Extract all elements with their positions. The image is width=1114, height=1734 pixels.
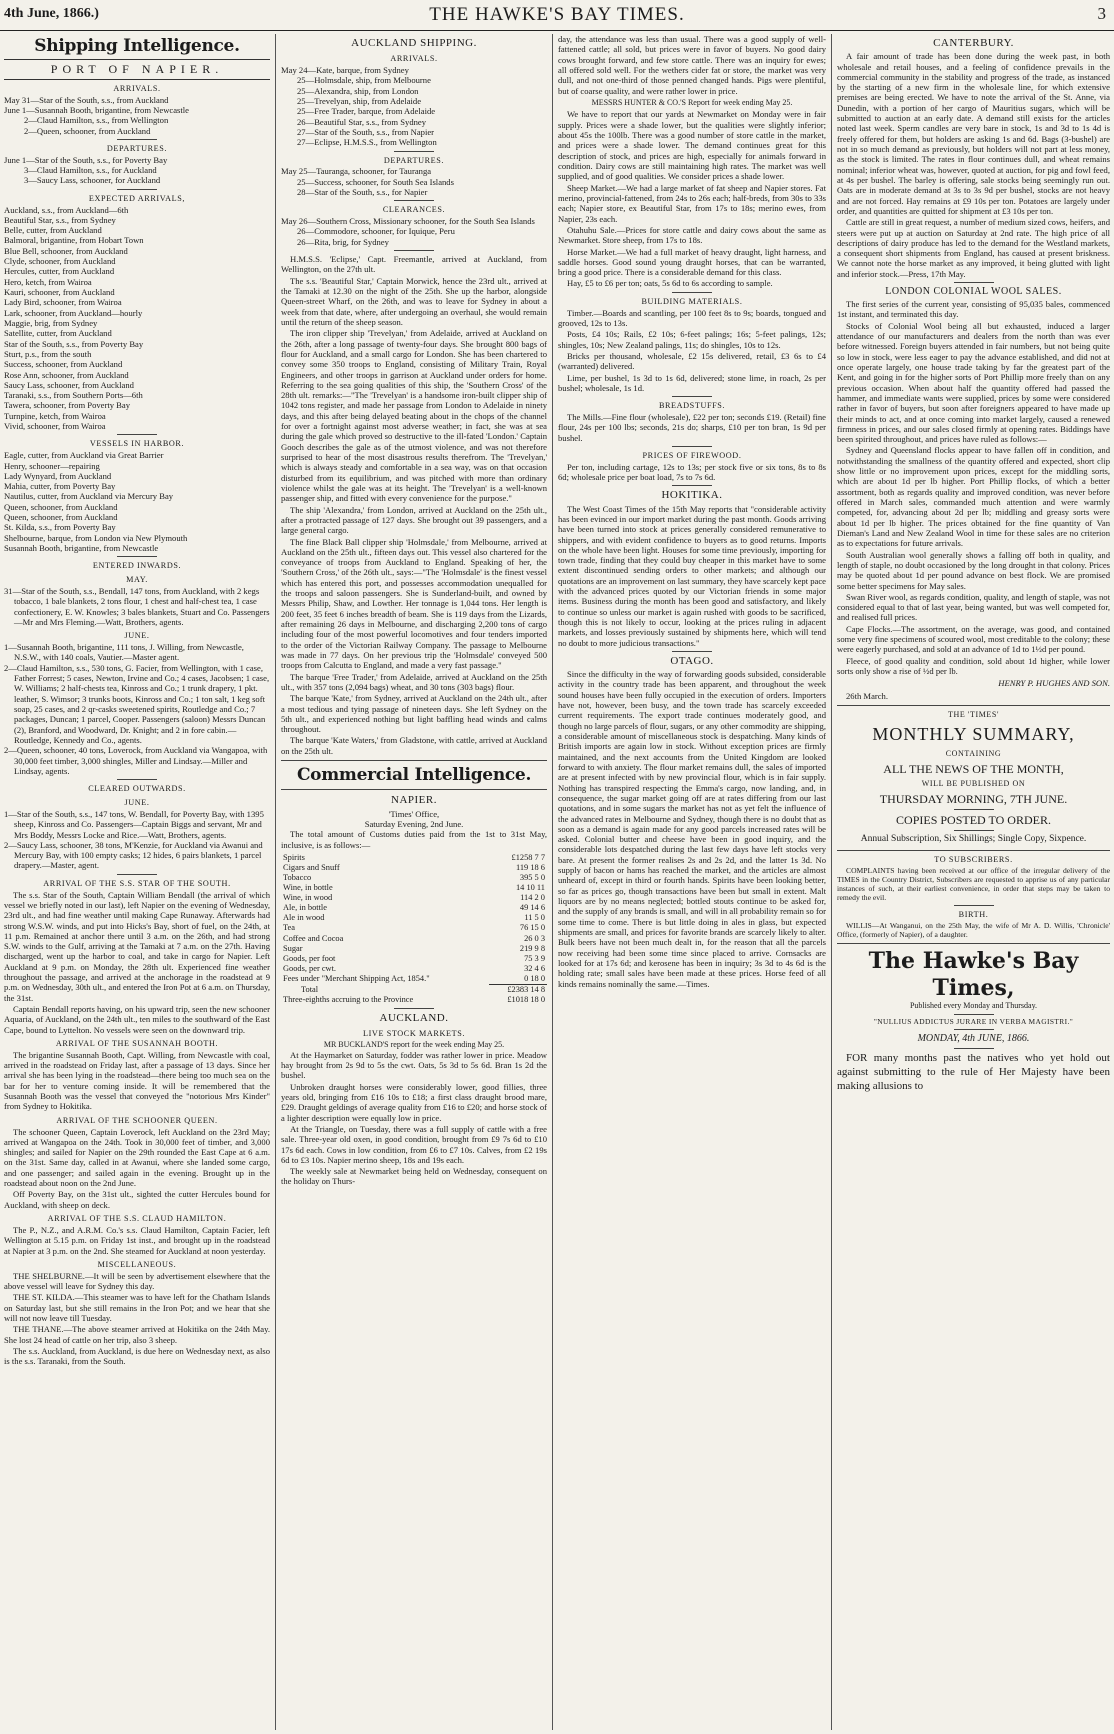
report-subheading: MR BUCKLAND'S report for the week ending May 25. — [323, 1040, 505, 1050]
departures-heading: DEPARTURES. — [383, 155, 445, 165]
article-paragraph: The brigantine Susannah Booth, Capt. Willing, from Newcastle with coal, arrived in the roadstead on Friday last, after a passage of 13 days. Since her arrival she has been lying in the roadstead—there being too much sea on the bar for her to venture coming inside. It will be remembered that the Susannah Booth was the vessel that conveyed the "notorious Mrs Kinder" from Sydney to Hokitika. — [4, 1049, 270, 1112]
list-item: Blue Bell, schooner, from Auckland — [4, 245, 128, 256]
list-item: 2—Queen, schooner, 40 tons, Loverock, from Auckland via Wangapoa, with 30,000 feet timber, 3,000 shingles, Miller and Lindsay.—Miller and Lindsay, agents. — [4, 745, 268, 776]
column-divider — [831, 34, 832, 1730]
clearances-heading: CLEARANCES. — [382, 205, 446, 215]
list-item: June 1—Star of the South, s.s., for Poverty Bay — [4, 154, 168, 165]
article-paragraph: Lime, per bushel, 1s 3d to 1s 6d, delivered; stone lime, in roach, 2s per bushel; wholesale, 1s 1d. — [558, 372, 826, 393]
list-item: 25—Alexandra, ship, from London — [297, 85, 419, 96]
divider — [837, 705, 1110, 706]
list-item: 26—Commodore, schooner, for Iquique, Peru — [297, 226, 455, 237]
duty-item: Goods, per cwt. — [283, 963, 337, 973]
list-item: Auckland, s.s., from Auckland—6th — [4, 204, 129, 215]
otago-heading: OTAGO. — [670, 654, 714, 667]
list-item: 2—Claud Hamilton, s.s., 530 tons, G. Facier, from Wellington, with 1 case, Father Forrest; 5 cases, Newton, Irvine and Co.; 4 cases, Jacobsen; 1 case, W. Williams; 2 half-chests tea, Kinross and Co.; 1 trunk drapery, 1 pkt. leather, S. Wimsor; 3 trunks boots, Kinross and Co.; 1 ton salt, 1 keg soft soap, 25 cases, and 2 qr-casks sweetened spirits, Routledge and Co.; 7 packages, Duncan; 1 parcel, Cooper. Passengers (saloon) Messrs Duncan (2), Branford, and Woodward, Dr. Knight; and 2 in fore cabin.—Routledge, Kennedy and Co., agents. — [4, 662, 270, 745]
divider — [954, 1029, 994, 1030]
article-paragraph: The schooner Queen, Captain Loverock, left Auckland on the 23rd May; arrived at Wangapoa on the 24th. Took in 30,000 feet of timber, and 3,000 shingles; and sailed for Napier on the 29th rounded the East Cape at 6 a.m. on the 31st. Same day, called in at Awanui, where she landed some cargo, and one passenger; and sailed again in the evening. Brought up in the roadstead about noon on the 2nd June. — [4, 1126, 270, 1189]
vessels-list — [4, 450, 270, 553]
article-paragraph: day, the attendance was less than usual. There was a good supply of well-fattened cattle; all sold, but prices were in favor of buyers. No good dairy cows brought forward, and few store cattle. There was an inquiry for ewes; all offered sold well. For the wethers cider fat or store, the market was very dull, and not one-third of those penned changed hands. Pigs were plentiful, but of coarse quality, and were rather lower in price. — [558, 34, 826, 96]
list-item: May 31—Star of the South, s.s., from Auckland — [4, 94, 169, 105]
article-paragraph: The barque 'Free Trader,' from Adelaide, arrived at Auckland on the 25th ult., with 357 tons (2,094 bags) wheat, and 30 tons (303 bags) flour. — [281, 671, 547, 692]
section-heading-commercial: Commercial Intelligence. — [296, 765, 532, 786]
list-item: Eagle, cutter, from Auckland via Great Barrier — [4, 450, 164, 461]
breadstuffs-heading: BREADSTUFFS. — [658, 401, 726, 411]
article-paragraph: Fleece, of good quality and condition, sold about 1d higher, while lower sorts only show a rise of ½d per lb. — [837, 655, 1110, 676]
arrivals-heading: ARRIVALS. — [390, 54, 438, 64]
expected-arrivals-heading: EXPECTED ARRIVALS, — [88, 193, 186, 203]
divider — [954, 1014, 994, 1015]
list-item: 3—Claud Hamilton, s.s., for Auckland — [24, 165, 157, 176]
list-item: 27—Eclipse, H.M.S.S., from Wellington — [297, 137, 437, 148]
duty-item: Wine, in bottle — [283, 883, 333, 893]
list-item: Queen, schooner, from Auckland — [4, 512, 118, 523]
list-item: 2—Claud Hamilton, s.s., from Wellington — [24, 115, 169, 126]
monthly-summary-advert — [837, 710, 1110, 846]
table-row — [281, 995, 547, 1005]
list-item: Lady Wynyard, from Auckland — [4, 470, 112, 481]
list-item: June 1—Susannah Booth, brigantine, from Newcastle — [4, 104, 189, 115]
article-paragraph: The ship 'Alexandra,' from London, arrived at Auckland on the 25th ult., after a protracted passage of 127 days. She brought out 39 passengers, and a large general cargo. — [281, 504, 547, 536]
article-heading: MISCELLANEOUS. — [97, 1259, 177, 1269]
firewood-heading: PRICES OF FIREWOOD. — [642, 450, 742, 460]
issue-date-header: 4th June, 1866.) — [4, 6, 99, 21]
list-item: 25—Holmsdale, ship, from Melbourne — [297, 75, 431, 86]
divider — [394, 1008, 434, 1009]
duty-amount: 114 2 0 — [520, 893, 545, 903]
page-number: 3 — [1097, 4, 1106, 23]
advert-line: WILL BE PUBLISHED ON — [921, 779, 1026, 789]
total-label: Total — [301, 984, 319, 994]
divider — [954, 809, 994, 810]
issue-date: MONDAY, 4th JUNE, 1866. — [917, 1033, 1030, 1045]
article-paragraph: The West Coast Times of the 15th May reports that "considerable activity has been evinced in our import market during the past month. Goods arriving have been turned into stock at prices generally considered remunerative to shippers, and with evident confidence to buyers as to good returns. Imports on the whole have been light. Houses for some time previously, importing for town trade, finding that they could buy cheaper in this market have to some extent discontinued sending orders to other markets; and although our quotations are an improvement on last summary, they have scarcely kept pace with the advanced prices quoted by our Victorian friends in some major items. Business during the month has been good and satisfactory, and likely to continue so unless our market is again rushed with goods to be sacrificed, though this is not likely to occur, looking at the prices ruling in adjacent markets, and losses previously sustained by shipments here, which will tend no doubt to more judicious transactions." — [558, 503, 826, 648]
auckland-arrivals-list — [281, 65, 547, 148]
table-row — [281, 903, 547, 913]
article-heading: ARRIVAL OF THE SCHOONER QUEEN. — [56, 1115, 218, 1125]
list-item: 3—Saucy Lass, schooner, for Auckland — [24, 175, 161, 186]
leader-paragraph: FOR many months past the natives who yet hold out against submitting to the rule of Her Majesty have been making allusions to — [837, 1052, 1110, 1092]
list-item: 27—Star of the South, s.s., from Napier — [297, 126, 435, 137]
list-item: Queen, schooner, from Auckland — [4, 501, 118, 512]
customs-duties-table — [281, 853, 547, 1005]
article-paragraph: The weekly sale at Newmarket being held on Wednesday, consequent on the holiday on Thurs- — [281, 1166, 547, 1187]
table-row — [281, 954, 547, 964]
article-heading: ARRIVAL OF THE S.S. CLAUD HAMILTON. — [47, 1214, 227, 1224]
article-paragraph: Off Poverty Bay, on the 31st ult., sighted the cutter Hercules bound for Auckland, with sheep on deck. — [4, 1189, 270, 1210]
table-row — [281, 863, 547, 873]
list-item: Shelbourne, barque, from London via New Plymouth — [4, 532, 188, 543]
list-item: Vivid, schooner, from Wairoa — [4, 421, 106, 432]
publication-frequency: Published every Monday and Thursday. — [909, 1001, 1038, 1010]
advert-line: COPIES POSTED TO ORDER. — [896, 813, 1051, 828]
divider — [954, 1048, 994, 1049]
advert-line: THE 'TIMES' — [947, 709, 1000, 719]
list-item: Belle, cutter, from Auckland — [4, 225, 102, 236]
article-paragraph: Sheep Market.—We had a large market of fat sheep and Napier stores. Fat merino, provincial-fattened, from 24s to 26s each; half-breds, from 30s to 33s each; Napier store, ex Beautiful Star, from 17s to 18s; merino ewes, from Napier, 23s each. — [558, 182, 826, 224]
article-paragraph: The s.s. Auckland, from Auckland, is due here on Wednesday next, as also is the s.s. Taranaki, from the South. — [4, 1345, 270, 1367]
divider — [672, 446, 712, 447]
table-row — [281, 974, 547, 985]
column-1 — [4, 34, 270, 1730]
duty-amount: 219 9 8 — [519, 943, 545, 953]
list-item: St. Kilda, s.s., from Poverty Bay — [4, 522, 116, 533]
divider — [954, 282, 994, 283]
article-paragraph: Swan River wool, as regards condition, quality, and length of staple, was not considered equal to that of last year, being wanted, but was well competed for, and realised full prices. — [837, 591, 1110, 623]
table-row — [281, 944, 547, 954]
newspaper-title: THE HAWKE'S BAY TIMES. — [429, 4, 685, 25]
notice-paragraph: WILLIS—At Wanganui, on the 25th May, the wife of Mr A. D. Willis, 'Chronicle' Office, (formerly of Napier), of a daughter. — [837, 921, 1110, 940]
article-paragraph: Cape Flocks.—The assortment, on the average, was good, and contained some very fine specimens of scoured wool, most creditable to the colony; these were eagerly purchased, and sold at an advance of 1d to 1½d per pound. — [837, 623, 1110, 655]
article-paragraph: At the Haymarket on Saturday, fodder was rather lower in price. Meadow hay brought from 2s 9d to 5s the cwt. Oats, 5s 3d to 5s 6d. Bran 1s 2d the bushel. — [281, 1049, 547, 1081]
entered-list-june — [4, 642, 270, 776]
divider — [837, 850, 1110, 851]
article-paragraph: THE ST. KILDA.—This steamer was to have left for the Chatham Islands on Saturday last, but she still remains in the Iron Pot; and we hear that she will not now leave till Tuesday. — [4, 1292, 270, 1323]
article-paragraph: Since the difficulty in the way of forwarding goods subsided, considerable activity in the country trade has been apparent, and throughout the week sound houses have been fully occupied in the execution of orders. Importers have not, however, been busy, and the town trade has scarcely exceeded current requirements. The export trade continues moderately good, and though no large parcels of flour, sugars, or any other commodity are shipping, a considerable amount of miscellaneous stock is despatching. Many kinds of British imports are again low in stock. Without exception prices are firmly maintained, and the next accounts from the United Kingdom are looked forward to with anxiety. The flour market remains dull, the sales of imported are at present infected with by new provincial flour, which is in fair supply. Nothing has transpired respecting the Emma's cargo, now landing, and, in consequence, the sugar market going off are at rates differing from our last quotations, and in some sugars the market has not as yet felt the influence of the advanced rates in Melbourne and Sydney, though there is no doubt that as soon as a demand is again made for any good parcels increased rates will be asked. Colonial butter and cheese have been in good inquiry, and the considerable lots despatched during the last few days have left stocks very bare. At present the former realises 2s and 2s 2d, and the latter 1s 3d. No supply of bacon or hams has reached the market, and the articles are almost unheard of, except in third or fourth hands. Spirits have been looking better, so far as prices go, though transactions have been but small in extent. Malt liquors are by no means neglected; bottled stouts continue to be asked for, and the supply of any brands is small, and will in all probability remain so for some time to come. There is but little doing in ales in glass, but expected shipments are small, and prices for favorite brands are scarcely likely to alter. Bulk beers have not been much dealt in, for the reason that all the parcels now receiving had been some time since placed to arrive. Cornsacks are looked for at 17s 6d; and kerosene has been in inquiry; 3s 3d to 4s 6d is the holding rate; small sales have been made at these prices. Horse feed of all kinds remains nominally the same.—Times. — [558, 669, 826, 989]
divider — [954, 905, 994, 906]
article-paragraph: We have to report that our yards at Newmarket on Monday were in fair supply. Prices were a shade lower, but the qualities were slightly inferior; about 45s the 100lb. There was a good number of store cattle in the market, and prices were a shade lower. The demand continues great for this description of stock, and prices are high, especially for animals forward in condition. Dairy cows are still maintaining high rates. The market was well supplied, and of good qualities. We consider prices a shade lower. — [558, 109, 826, 182]
article-heading: ARRIVAL OF THE SUSANNAH BOOTH. — [55, 1038, 219, 1048]
divider — [117, 556, 157, 557]
column-4 — [837, 34, 1110, 1730]
list-item: 1—Star of the South, s.s., 147 tons, W. Bendall, for Poverty Bay, with 1395 sheep, Kinross and Co. Passengers—Captain Biggs and servant, Mr and Mrs Boddy, Messrs Locke and Rice.—Watt, Brothers, agents. — [4, 808, 264, 840]
duty-amount: 0 18 0 — [524, 973, 545, 983]
list-item: Star of the South, s.s., from Poverty Bay — [4, 338, 144, 349]
list-item: Maggie, brig, from Sydney — [4, 317, 98, 328]
article-paragraph: THE SHELBURNE.—It will be seen by advertisement elsewhere that the above vessel will leave for Sydney this day. — [4, 1270, 270, 1291]
month-label: JUNE. — [124, 798, 150, 808]
list-item: Lark, schooner, from Auckland—hourly — [4, 307, 143, 318]
divider — [117, 189, 157, 190]
cleared-list — [4, 809, 270, 871]
canterbury-heading: CANTERBURY. — [933, 37, 1014, 49]
list-item: Balmoral, brigantine, from Hobart Town — [4, 235, 144, 246]
building-materials-heading: BUILDING MATERIALS. — [641, 296, 743, 306]
list-item: Henry, schooner—repairing — [4, 460, 100, 471]
duty-amount: 49 14 6 — [519, 903, 545, 913]
cleared-outwards-heading: CLEARED OUTWARDS. — [88, 784, 186, 794]
divider — [117, 779, 157, 780]
duty-item: Coffee and Cocoa — [283, 933, 344, 943]
divider — [394, 200, 434, 201]
list-item: Tawera, schooner, from Poverty Bay — [4, 400, 131, 411]
article-paragraph: THE THANE.—The above steamer arrived at Hokitika on the 24th May. She lost 24 head of cattle on her trip, also 3 sheep. — [4, 1324, 270, 1345]
article-paragraph: Unbroken draught horses were considerably lower, good fillies, three years old, bringing from £16 10s to £18; a first class draught brood mare, £29. Draught geldings of average quality from £16 to £20; and horse stock of a lighter description were equally low in price. — [281, 1081, 547, 1123]
divider — [672, 292, 712, 293]
signature: HENRY P. HUGHES AND SON. — [998, 678, 1110, 689]
paper-nameplate: The Hawke's Bay Times, — [868, 948, 1079, 1001]
column-2 — [281, 34, 547, 1730]
total-amount: £2383 14 8 — [489, 984, 547, 995]
entered-inwards-heading: ENTERED INWARDS. — [92, 561, 182, 571]
auckland-departures-list — [281, 166, 547, 197]
article-paragraph: Bricks per thousand, wholesale, £2 15s delivered, retail, £3 6s to £4 (warranted) delivered. — [558, 350, 826, 372]
notice-paragraph: COMPLAINTS having been received at our office of the irregular delivery of the TIMES in the Country District, Subscribers are requested to apprise us of any particular instances of such, at their earliest convenience, in order that steps may be taken to remedy the evil. — [837, 865, 1110, 903]
duty-amount: 75 3 9 — [524, 953, 545, 963]
month-label: JUNE. — [124, 631, 150, 641]
entered-list-may — [4, 586, 270, 627]
duty-amount: £1258 7 7 — [511, 852, 545, 862]
article-paragraph: At the Triangle, on Tuesday, there was a full supply of cattle with a free sale. Three-year old oxen, in good condition, brought from £9 7s 6d to £10 17s 6d each. Cows in low condition, from £6 to £7 10s. Calves, from £2 19s 6d to £3 10s. Napier merino sheep, 18s and 19s each. — [281, 1123, 547, 1165]
napier-heading: NAPIER. — [391, 794, 437, 807]
column-3 — [558, 34, 826, 1730]
table-row — [281, 883, 547, 893]
arrivals-heading: ARRIVALS. — [113, 83, 161, 93]
divider — [117, 874, 157, 875]
article-paragraph: Otahuhu Sale.—Prices for store cattle and dairy cows about the same as Newmarket. Store sheep, from 17s to 18s. — [558, 224, 826, 246]
vessels-heading: VESSELS IN HARBOR. — [89, 439, 185, 449]
list-item: 25—Success, schooner, for South Sea Islands — [297, 176, 454, 187]
departures-heading: DEPARTURES. — [106, 143, 168, 153]
list-item: Taranaki, s.s., from Southern Ports—6th — [4, 390, 143, 401]
duty-item: Tobacco — [283, 873, 312, 883]
column-divider — [275, 34, 276, 1730]
list-item: Turnpine, ketch, from Wairoa — [4, 410, 106, 421]
motto: "NULLIUS ADDICTUS JURARE IN VERBA MAGISTRI." — [873, 1016, 1074, 1026]
list-item: May 24—Kate, barque, from Sydney — [281, 65, 409, 76]
article-paragraph: The fine Black Ball clipper ship 'Holmsdale,' from Melbourne, arrived at Auckland on the 25th ult., fifteen days out. This vessel also chartered for the conveyance of troops from Auckland to England. Speaking of her, the 'Southern Cross,' of the 26th ult., says:—"The 'Holmsdale' is the finest vessel which has entered this port, and possesses accommodation unequalled for the troops and saloon passengers. She is Sunderland-built, and owned by Messrs Philip, Shaw, and Lowther. Her tonnage is 1,044 tons. Her length is 200 feet, 35 feet 6 inches breadth of beam. She is 119 days from the Lizards, after remaining 26 days in Melbourne, and discharging 2,200 tons of cargo including four of the most powerful locomotives and four tenders imported to the order of the Victorian Railway Company. The passage to Melbourne was made in 77 days. On her previous trip the 'Holmsdale' conveyed 500 troops from Calcutta to England, and made a very fast passage." — [281, 536, 547, 671]
divider — [672, 396, 712, 397]
article-paragraph: The s.s. Star of the South, Captain William Bendall (the arrival of which vessel we briefly noted in our last), left Napier on the evening of Wednesday, 23rd ult., and had fine weather until making Cape Runaway. Afterwards had strong W.S.W. winds, and put into Hicks's Bay, short of fuel, on the 24th, at 11 p.m. Remained at anchor there until 3 a.m. on the 26th, and had strong S.W. winds to the Gulf, arriving at the Tamaki at 7 a.m. on the 27th. Having discharged, went up the harbor to coal, and take in cargo for Napier. Left Auckland at 9 p.m. on Monday, the 28th ult. Experienced fine weather throughout the passage, and arrived at the anchorage in the roadstead at 9 p.m. on Wednesday, 30th ult., and entered the Iron Pot at 6 a.m. on Thursday, the 31st. — [4, 889, 270, 1003]
list-item: 25—Trevelyan, ship, from Adelaide — [297, 95, 422, 106]
subscribers-heading: TO SUBSCRIBERS. — [934, 854, 1013, 864]
list-item: Sturt, p.s., from the south — [4, 348, 92, 359]
article-paragraph: H.M.S.S. 'Eclipse,' Capt. Freemantle, arrived at Auckland, from Wellington, on the 27th ult. — [281, 254, 547, 275]
list-item: 26—Beautiful Star, s.s., from Sydney — [297, 116, 427, 127]
month-label: MAY. — [126, 575, 148, 585]
divider — [117, 434, 157, 435]
table-row — [281, 893, 547, 903]
article-paragraph: Posts, £4 10s; Rails, £2 10s; 6-feet palings; 16s; 5-feet palings, 12s; shingles, 10s; New Zealand palings, 11s; do shingles, 10s to 12s. — [558, 329, 826, 350]
list-item: Clyde, schooner, from Auckland — [4, 256, 116, 267]
livestock-heading: LIVE STOCK MARKETS. — [363, 1029, 465, 1039]
list-item: 31—Star of the South, s.s., Bendall, 147 tons, from Auckland, with 2 kegs tobacco, 1 bale blankets, 2 tons flour, 1 chest and half-chest tea, 1 case confectionery, E. W. Knowles; 3 bales blankets, Stuart and Co. Passengers—Mr and Mrs Fleming.—Watt, Brothers, agents. — [4, 586, 270, 627]
duty-amount: 119 18 6 — [515, 863, 545, 872]
list-item: Success, schooner, from Auckland — [4, 359, 123, 370]
duty-item: Spirits — [283, 852, 305, 862]
advert-title: MONTHLY SUMMARY, — [872, 723, 1075, 744]
list-item: 1—Susannah Booth, brigantine, 111 tons, J. Willing, from Newcastle, N.S.W., with 140 coals, Vautier.—Master agent. — [4, 642, 244, 663]
article-paragraph: The iron clipper ship 'Trevelyan,' from Adelaide, arrived at Auckland on the 26th, after a long passage of twenty-four days. She brought 800 bags of flour for Auckland, and a small cargo for London. She has been chartered to convey some 350 troops to England, consisting of Military Train, Royal Engineers, and other troops in garrison at Auckland under orders for home. Referring to the sea going qualities of this ship, the 'Southern Cross' of the 28th ult. remarks:—"The 'Trevelyan' is a handsome iron-built clipper ship of 1042 tons register, and made her passage from London to Adelaide in ninety days, and this after being delayed beating about in the chops of the channel for over a fortnight against most adverse weather; in fact, she was at sea during the gale which proved so destructive to the ill-fated 'London.' Captain Gooch describes the gale as of the utmost violence, and was not therefore surprised to hear of the most disastrous results therefrom. The 'Trevelyan,' which is always steady and comfortable in a sea way, was on that occasion disturbed from its equilibrium, and was pitched with more than ordinary violence whilst the gale was at its height. The 'Trevelyan' is a well-known passenger ship, and fitted with every convenience for the purpose." — [281, 328, 547, 504]
divider — [281, 789, 547, 790]
list-item: Hercules, cutter, from Auckland — [4, 266, 115, 277]
auckland-shipping-heading: AUCKLAND SHIPPING. — [351, 37, 477, 49]
article-paragraph: The total amount of Customs duties paid from the 1st to 31st May, inclusive, is as follows:— — [281, 829, 547, 850]
list-item: 28—Star of the South, s.s., for Napier — [297, 187, 428, 197]
list-item: Satellite, cutter, from Auckland — [4, 328, 112, 339]
duty-amount: 395 5 0 — [519, 873, 545, 883]
divider — [394, 151, 434, 152]
birth-heading: BIRTH. — [958, 910, 989, 920]
list-item: Hero, ketch, from Wairoa — [4, 276, 92, 287]
duty-item: Goods, per foot — [283, 953, 336, 963]
duty-item: Cigars and Snuff — [283, 863, 340, 872]
duty-item: Fees under "Merchant Shipping Act, 1854." — [283, 974, 430, 984]
article-paragraph: Per ton, including cartage, 12s to 13s; per stock five or six tons, 8s to 8s 6d; wholesale price per boat load, 7s to 7s 6d. — [558, 461, 826, 483]
advert-line: ALL THE NEWS OF THE MONTH, — [883, 761, 1064, 776]
list-item: 2—Saucy Lass, schooner, 38 tons, M'Kenzie, for Auckland via Awanui and Mercury Bay, with 100 empty casks; 12 hides, 6 pairs blankets, 1 parcel drapery.—Master, agent. — [4, 839, 263, 871]
article-paragraph: The Mills.—Fine flour (wholesale), £22 per ton; seconds £19. (Retail) fine flour, 24s per 100 lbs; seconds, 21s do; sharps, £10 per ton bran, 1s 9d per bushel. — [558, 411, 826, 443]
divider — [837, 943, 1110, 944]
duty-item: Tea — [283, 923, 295, 933]
hokitika-heading: HOKITIKA. — [661, 489, 723, 502]
wool-sales-heading: LONDON COLONIAL WOOL SALES. — [885, 286, 1062, 298]
port-banner: PORT OF NAPIER. — [4, 59, 270, 79]
duty-item: Sugar — [283, 943, 303, 953]
advert-line: CONTAINING — [945, 749, 1002, 759]
article-paragraph: Cattle are still in great request, a number of medium sized cows, heifers, and steers were put up at auction on Saturday at 2nd rate. The high price of all descriptions of dairy produce has led to the demand for the Westland markets, a consequent short shipments from England, has caused at present briskness. We cannot note the horse market as any improved, it being glutted with light and inferior stock.—Press, 17th May. — [837, 217, 1110, 279]
table-row — [281, 853, 547, 863]
auckland-heading: AUCKLAND. — [379, 1012, 449, 1025]
duty-amount: 11 5 0 — [524, 913, 545, 923]
list-item: 26—Rita, brig, for Sydney — [297, 236, 389, 247]
departures-list — [4, 155, 270, 186]
dateline: 26th March. — [846, 690, 889, 701]
report-subheading: MESSRS HUNTER & CO.'S Report for week ending May 25. — [591, 97, 793, 107]
divider — [117, 139, 157, 140]
three-eighths-label: Three-eighths accruing to the Province — [283, 995, 414, 1005]
article-paragraph: Sydney and Queensland flocks appear to have fallen off in condition, and notwithstanding the smallness of the quantity offered and expected, short clip show little or no improvement upon prices, except for the middling sorts, which are about 1d per lb higher. Port Phillip flocks, of which a better assortment, both as regards quality and improved condition, was never before offered in March sales, commanded much attention and were warmly competed, for, advancing about 2d per lb; middling and greasy sorts were about 1d per lb higher. The prices obtained for the fine quantity of Van Dieman's Land and New Zealand Wool in time for these sales are no criterion as to expectations for future arrivals. — [837, 445, 1110, 549]
table-row — [281, 923, 547, 933]
duty-amount: 26 0 3 — [524, 933, 545, 943]
list-item: May 26—Southern Cross, Missionary schooner, for the South Sea Islands — [281, 216, 535, 227]
article-paragraph: The first series of the current year, consisting of 95,035 bales, commenced 1st instant, and terminated this day. — [837, 299, 1110, 320]
auckland-clearances-list — [281, 216, 547, 247]
duty-item: Ale, in bottle — [283, 903, 327, 913]
three-eighths-amount: £1018 18 0 — [507, 995, 545, 1005]
article-heading: ARRIVAL OF THE S.S. STAR OF THE SOUTH. — [43, 878, 231, 888]
list-item: 25—Free Trader, barque, from Adelaide — [297, 106, 436, 117]
advert-line: Annual Subscription, Six Shillings; Single Copy, Sixpence. — [860, 834, 1087, 845]
article-paragraph: The barque 'Kate Waters,' from Gladstone, with cattle, arrived at Auckland on the 25th ult. — [281, 735, 547, 756]
masthead — [0, 0, 1114, 31]
article-paragraph: Captain Bendall reports having, on his upward trip, seen the new schooner Aquaria, of Auckland, on the 24th ult., ten miles to the southward of the East Cape, bound to Lyttelton. No vessels were seen on the downward trip. — [4, 1004, 270, 1035]
divider — [672, 651, 712, 652]
list-item: Kauri, schooner, from Auckland — [4, 287, 115, 297]
duty-amount: 76 15 0 — [519, 923, 545, 933]
article-paragraph: The P., N.Z., and A.R.M. Co.'s s.s. Claud Hamilton, Captain Facier, left Wellington at 5.15 p.m. on Friday 1st inst., and brought up in the roadstead at Napier at 3 p.m. on the 2nd. She steamed for Auckland at noon yesterday. — [4, 1224, 270, 1256]
table-row — [281, 984, 547, 995]
duty-item: Wine, in wood — [283, 893, 333, 903]
table-row — [281, 873, 547, 883]
list-item: Rose Ann, schooner, from Auckland — [4, 369, 129, 380]
article-paragraph: Hay, £5 to £6 per ton; oats, 5s 6d to 6s according to sample. — [567, 278, 773, 289]
article-paragraph: The barque 'Kate,' from Sydney, arrived at Auckland on the 24th ult., after a most tedious and tying passage of nineteen days. She left Sydney on the 5th ult., and experienced nothing but light baffling head winds and calms throughout. — [281, 693, 547, 735]
duty-amount: 32 4 6 — [524, 963, 545, 973]
article-paragraph: Horse Market.—We had a full market of heavy draught, light harness, and saddle horses. Good sound young draught horses, that can be warranted, bring a good price. There is a considerable demand for this class. — [558, 246, 826, 278]
table-row — [281, 964, 547, 974]
divider — [281, 760, 547, 761]
divider — [394, 250, 434, 251]
list-item: Nautilus, cutter, from Auckland via Mercury Bay — [4, 491, 174, 502]
table-row — [281, 913, 547, 923]
article-paragraph: South Australian wool generally shows a falling off both in quality, and length of staple, no doubt occasioned by the long drought in that colony. Prices may be quoted about 1d per pound advance on best flock. We are promised some better specimens for May sales. — [837, 549, 1110, 591]
duty-amount: 14 10 11 — [515, 883, 545, 893]
duty-item: Ale in wood — [283, 913, 325, 923]
list-item: Saucy Lass, schooner, from Auckland — [4, 379, 134, 390]
list-item: Mahia, cutter, from Poverty Bay — [4, 481, 116, 492]
expected-arrivals-list — [4, 205, 270, 432]
article-paragraph: The s.s. 'Beautiful Star,' Captain Morwick, hence the 23rd ult., arrived at the Tamaki at 12.30 on the night of the 25th. She up the harbor, alongside Queen-street Wharf, on the 26th, and was to leave for Sydney in about a week from that date, where, after undergoing an overhaul, she would remain until the return of the sheep season. — [281, 275, 547, 327]
divider — [954, 830, 994, 831]
list-item: 2—Queen, schooner, from Auckland — [24, 125, 151, 136]
table-row — [281, 934, 547, 944]
advert-line: THURSDAY MORNING, 7TH JUNE. — [879, 791, 1068, 806]
divider — [672, 485, 712, 486]
list-item: Susannah Booth, brigantine, from Newcastle — [4, 543, 159, 554]
article-paragraph: Timber.—Boards and scantling, per 100 feet 8s to 9s; boards, tongued and grooved, 12s to 13s. — [558, 307, 826, 328]
list-item: Beautiful Star, s.s., from Sydney — [4, 214, 116, 225]
article-paragraph: Stocks of Colonial Wool being all but exhausted, induced a larger attendance of our manufacturers and dealers from the north than was ever before witnessed. Foreign buyers attended in fair numbers, but not being quite so low in stock, were less eager to pay the advance established, and did not at once operate largely, one house trade taking by far the greatest part of the Kent, and going in for the higher sorts of Port Phillip more freely than on any previous occasion. When about half the quantity offered had passed the hammer, and immediate wants were supplied, prices by some were considered rather in favor of buyers, but soon after foreigners appeared to have made up their minds to act, and at once coming into market largely, caused a renewed firmness in prices, and our sales closed firmly at opening rates. Biddings have been spirited throughout, and prices have ruled as follows:— — [837, 320, 1110, 445]
article-paragraph: A fair amount of trade has been done during the week past, in both wholesale and retail houses, and a feeling of confidence prevails in the commercial community in the stability and progress of the trade, as instanced by the starting of a new firm in the wholesale line, for which extensive premises are being erected. We have to note the arrival of the St. Anne, via Dunedin, with a portion of her cargo of Mauritius sugars, which will be submitted to auction at an early date. A demand still exists for the articles noted last week. Sperm candles are very bare in stock, 1s and 3d to 1s 4d is freely offered for them, but holders are asking 1s and 6d. Bags (3-bushel) are not in so much demand as previously, but holders will not part at less money, as the stock is limited. The rates in flour continues dull, and wheat remains nominal; inferior wheat was, however, quoted at auction, for pig and fowl feed, at 4s per bushel. The barley is offering, sale stocks being seemingly run out. Oats are in moderate demand at 3s to 3s 9d per bushel, stocks are not heavy and are not forced. Hay remains at £9 10s per ton. Potatoes are largely under order, and quantities are quitted for shipment at £3 10s per ton. — [837, 51, 1110, 216]
section-heading-shipping: Shipping Intelligence. — [34, 36, 240, 56]
list-item: May 25—Tauranga, schooner, for Tauranga — [281, 166, 432, 177]
dateline: 'Times' Office, — [388, 808, 440, 819]
dateline: Saturday Evening, 2nd June. — [364, 818, 464, 829]
list-item: Lady Bird, schooner, from Wairoa — [4, 297, 122, 308]
column-divider — [552, 34, 553, 1730]
arrivals-list — [4, 95, 270, 136]
